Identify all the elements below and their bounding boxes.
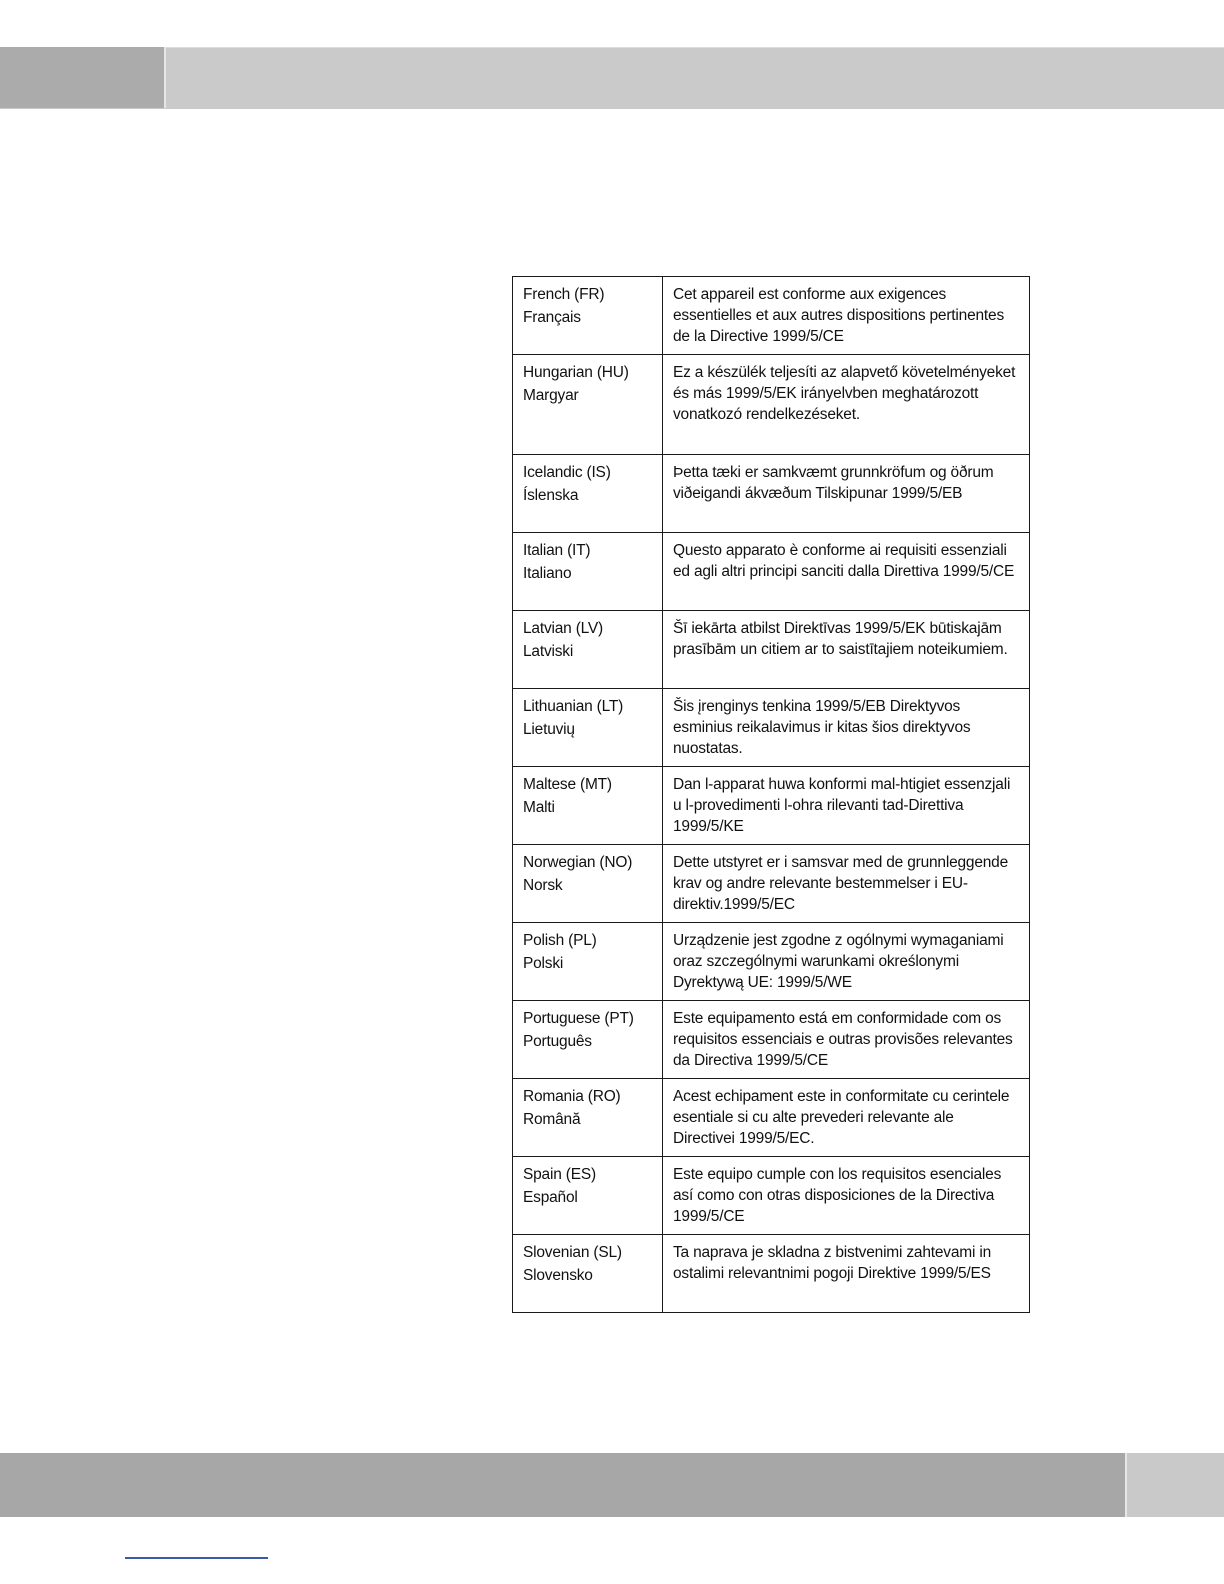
table-row bbox=[513, 689, 1030, 767]
language-native: Français bbox=[523, 309, 581, 326]
header-band bbox=[0, 47, 1224, 109]
language-english: Portuguese (PT) bbox=[523, 1010, 634, 1027]
language-cell bbox=[513, 767, 663, 845]
language-native: Íslenska bbox=[523, 487, 579, 504]
language-native: Italiano bbox=[523, 565, 572, 582]
statement-cell: Šī iekārta atbilst Direktīvas 1999/5/EK būtiskajām prasībām un citiem ar to saistītajiem noteikumiem. bbox=[663, 611, 1030, 689]
footer-band bbox=[0, 1453, 1224, 1517]
language-cell bbox=[513, 1235, 663, 1313]
table-row bbox=[513, 277, 1030, 355]
language-cell bbox=[513, 845, 663, 923]
statement-cell: Este equipo cumple con los requisitos esenciales así como con otras disposiciones de la Directiva 1999/5/CE bbox=[663, 1157, 1030, 1235]
table-row bbox=[513, 1001, 1030, 1079]
table-row bbox=[513, 611, 1030, 689]
language-native: Polski bbox=[523, 955, 564, 972]
statement-cell: Cet appareil est conforme aux exigences essentielles et aux autres dispositions pertinentes de la Directive 1999/5/CE bbox=[663, 277, 1030, 355]
footer-rule bbox=[125, 1557, 268, 1559]
language-cell bbox=[513, 1079, 663, 1157]
statement-cell: Questo apparato è conforme ai requisiti essenziali ed agli altri principi sanciti dalla Direttiva 1999/5/CE bbox=[663, 533, 1030, 611]
statement-cell: Dette utstyret er i samsvar med de grunnleggende krav og andre relevante bestemmelser i EU-direktiv.1999/5/EC bbox=[663, 845, 1030, 923]
language-english: Lithuanian (LT) bbox=[523, 698, 624, 715]
language-english: Spain (ES) bbox=[523, 1166, 596, 1183]
language-cell bbox=[513, 689, 663, 767]
statement-cell: Urządzenie jest zgodne z ogólnymi wymaganiami oraz szczególnymi warunkami określonymi Dyrektywą UE: 1999/5/WE bbox=[663, 923, 1030, 1001]
statement-cell: Ez a készülék teljesíti az alapvető követelményeket és más 1999/5/EK irányelvben meghatározott vonatkozó rendelkezéseket. bbox=[663, 355, 1030, 455]
language-native: Slovensko bbox=[523, 1267, 593, 1284]
language-native: Malti bbox=[523, 799, 555, 816]
statement-cell: Acest echipament este in conformitate cu cerintele esentiale si cu alte prevederi relevante ale Directivei 1999/5/EC. bbox=[663, 1079, 1030, 1157]
statement-cell: Ta naprava je skladna z bistvenimi zahtevami in ostalimi relevantnimi pogoji Direktive 1999/5/ES bbox=[663, 1235, 1030, 1313]
language-native: Español bbox=[523, 1189, 578, 1206]
table-row bbox=[513, 1235, 1030, 1313]
language-native: Lietuvių bbox=[523, 721, 575, 738]
language-cell bbox=[513, 455, 663, 533]
statement-cell: Þetta tæki er samkvæmt grunnkröfum og öðrum viðeigandi ákvæðum Tilskipunar 1999/5/EB bbox=[663, 455, 1030, 533]
table-row bbox=[513, 533, 1030, 611]
language-english: Italian (IT) bbox=[523, 542, 591, 559]
table-row bbox=[513, 767, 1030, 845]
language-english: Slovenian (SL) bbox=[523, 1244, 622, 1261]
language-cell bbox=[513, 1157, 663, 1235]
language-cell bbox=[513, 1001, 663, 1079]
compliance-table bbox=[512, 276, 1030, 1313]
language-native: Română bbox=[523, 1111, 581, 1128]
footer-tab bbox=[1125, 1453, 1224, 1517]
language-english: Icelandic (IS) bbox=[523, 464, 611, 481]
statement-cell: Dan l-apparat huwa konformi mal-htigiet essenzjali u l-provedimenti l-ohra rilevanti tad-Direttiva 1999/5/KE bbox=[663, 767, 1030, 845]
statement-cell: Este equipamento está em conformidade com os requisitos essenciais e outras provisões relevantes da Directiva 1999/5/CE bbox=[663, 1001, 1030, 1079]
table-row bbox=[513, 455, 1030, 533]
language-english: Maltese (MT) bbox=[523, 776, 612, 793]
table-row bbox=[513, 355, 1030, 455]
table-row bbox=[513, 923, 1030, 1001]
language-english: Polish (PL) bbox=[523, 932, 597, 949]
language-english: French (FR) bbox=[523, 286, 605, 303]
language-english: Norwegian (NO) bbox=[523, 854, 633, 871]
table-row bbox=[513, 845, 1030, 923]
language-native: Latviski bbox=[523, 643, 574, 660]
statement-cell: Šis įrenginys tenkina 1999/5/EB Direktyvos esminius reikalavimus ir kitas šios direktyvos nuostatas. bbox=[663, 689, 1030, 767]
language-english: Romania (RO) bbox=[523, 1088, 621, 1105]
table-row bbox=[513, 1157, 1030, 1235]
language-cell bbox=[513, 923, 663, 1001]
header-tab bbox=[0, 47, 166, 108]
language-cell bbox=[513, 277, 663, 355]
language-native: Português bbox=[523, 1033, 592, 1050]
table-row bbox=[513, 1079, 1030, 1157]
language-native: Norsk bbox=[523, 877, 563, 894]
language-english: Latvian (LV) bbox=[523, 620, 604, 637]
language-cell bbox=[513, 611, 663, 689]
language-cell bbox=[513, 355, 663, 455]
language-cell bbox=[513, 533, 663, 611]
language-native: Margyar bbox=[523, 387, 579, 404]
language-english: Hungarian (HU) bbox=[523, 364, 629, 381]
